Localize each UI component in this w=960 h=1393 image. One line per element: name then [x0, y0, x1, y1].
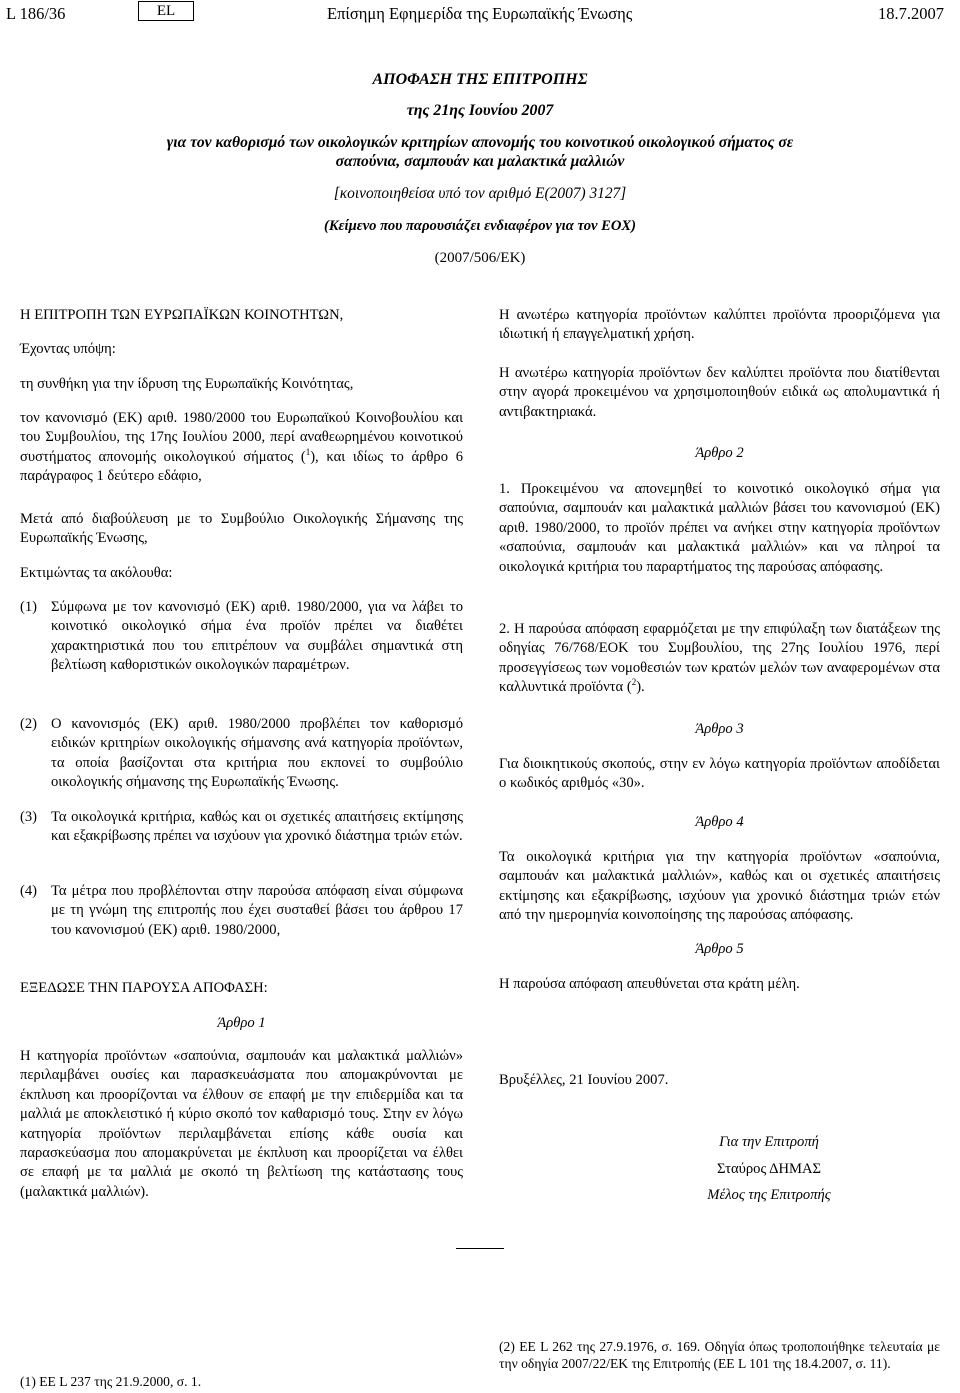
signature-for-commission: Για την Επιτροπή — [719, 1134, 819, 1150]
article-2-paragraph-1 — [499, 480, 940, 577]
article-5-text: Η παρούσα απόφαση απευθύνεται στα κράτη μέλη. — [499, 976, 800, 992]
article-1-exclusion — [499, 364, 940, 422]
signatory-role: Μέλος της Επιτροπής — [707, 1187, 831, 1203]
adoption-clause: ΕΞΕΔΩΣΕ ΤΗΝ ΠΑΡΟΥΣΑ ΑΠΟΦΑΣΗ: — [20, 980, 268, 996]
decision-number: (2007/506/ΕΚ) — [434, 250, 526, 266]
regulation-citation — [20, 409, 463, 487]
recital-text: Τα μέτρα που προβλέπονται στην παρούσα απόφαση είναι σύμφωνα με τη γνώμη της επιτροπής που έχει συσταθεί βάσει του άρθρου 17 του κανονισμού (ΕΚ) αριθ. 1980/2000, — [51, 883, 463, 938]
recital-number: (1) — [20, 599, 38, 615]
decision-subject-line1: για τον καθορισμό των οικολογικών κριτηρίων απονομής του κοινοτικού οικολογικού σήματος σε — [166, 134, 794, 151]
decision-date: της 21ης Ιουνίου 2007 — [406, 102, 554, 119]
regulation-citation-tail: ), και ιδίως το άρθρο 6 παράγραφος 1 δεύτερο εδάφιο, — [20, 448, 463, 485]
consultation-clause — [20, 510, 463, 549]
journal-title: Επίσημη Εφημερίδα της Ευρωπαϊκής Ένωσης — [327, 4, 633, 23]
recital-number: (4) — [20, 883, 38, 899]
signatory-name: Σταύρος ΔΗΜΑΣ — [716, 1161, 822, 1177]
article-3-body — [499, 755, 940, 794]
recital-4 — [20, 882, 463, 940]
consultation-text: Μετά από διαβούλευση με το Συμβούλιο Οικολογικής Σήμανσης της Ευρωπαϊκής Ένωσης, — [20, 511, 463, 547]
eea-relevance: (Κείμενο που παρουσιάζει ενδιαφέρον για τον ΕΟΧ) — [323, 218, 637, 234]
article-1-body — [20, 1047, 463, 1202]
recital-3 — [20, 808, 463, 847]
article-2-paragraph-2-tail: ). — [636, 679, 645, 696]
article-3-text: Για διοικητικούς σκοπούς, στην εν λόγω κατηγορία προϊόντων αποδίδεται ο κωδικός αριθμός «30». — [499, 756, 940, 792]
regulation-citation-body: τον κανονισμό (ΕΚ) αριθ. 1980/2000 του Ευρωπαϊκού Κοινοβουλίου και του Συμβουλίου, της 17ης Ιουλίου 2000, περί αναθεωρημένου κοινοτικού συστήματος απονομής οικολογικού σήματος ( — [20, 410, 463, 465]
article-4-body — [499, 848, 940, 926]
recital-text: Τα οικολογικά κριτήρια, καθώς και οι σχετικές απαιτήσεις εκτίμησης και εξακρίβωσης πρέπει να ισχύουν για χρονικό διάστημα τριών ετών. — [51, 809, 463, 845]
article-1-scope — [499, 306, 940, 345]
notification-reference: [κοινοποιηθείσα υπό τον αριθμό Ε(2007) 3127] — [333, 185, 627, 202]
regulation-citation-text — [20, 409, 463, 487]
decision-subject-line2: σαπούνια, σαμπουάν και μαλακτικά μαλλιών — [335, 153, 625, 170]
place-and-date: Βρυξέλλες, 21 Ιουνίου 2007. — [499, 1072, 669, 1088]
recital-1 — [20, 598, 463, 676]
article-2-paragraph-2-body: 2. Η παρούσα απόφαση εφαρμόζεται με την επιφύλαξη των διατάξεων της οδηγίας 76/768/ΕΟΚ του Συμβουλίου, της 27ης Ιουλίου 1976, περί προσεγγίσεως των νομοθεσιών των κρατών μελών των αναφερομένων στα καλλυντικά προϊόντα ( — [499, 621, 940, 696]
article-4-title: Άρθρο 4 — [695, 814, 744, 830]
whereas-heading: Εκτιμώντας τα ακόλουθα: — [20, 565, 173, 581]
footnote-separator — [456, 1248, 504, 1249]
having-regard: Έχοντας υπόψη: — [20, 341, 116, 357]
article-1-exclusion-text: Η ανωτέρω κατηγορία προϊόντων δεν καλύπτει προϊόντα που διατίθενται στην αγορά προκειμένου να χρησιμοποιηθούν ειδικά ως απολυμαντικά ή αντιβακτηριακά. — [499, 365, 940, 420]
footnote-2: (2) ΕΕ L 262 της 27.9.1976, σ. 169. Οδηγία όπως τροποποιήθηκε τελευταία με την οδηγία 2007/22/ΕΚ της Επιτροπής (ΕΕ L 101 της 18.4.2007, σ. 11). — [499, 1339, 940, 1371]
recital-2 — [20, 715, 463, 793]
recital-text: Ο κανονισμός (ΕΚ) αριθ. 1980/2000 προβλέπει τον καθορισμό ειδικών κριτηρίων οικολογικής σήμανσης ανά κατηγορία προϊόντων, τα οποία βασίζονται στα κριτήρια που εκπονεί το συμβούλιο οικολογικής σήμανσης της Ευρωπαϊκής Ένωσης. — [51, 716, 463, 791]
article-4-text: Τα οικολογικά κριτήρια για την κατηγορία προϊόντων «σαπούνια, σαμπουάν και μαλακτικά μαλλιών», καθώς και οι σχετικές απαιτήσεις εκτίμησης και εξακρίβωσης, ισχύουν για χρονικό διάστημα τριών ετών από την ημερομηνία κοινοποίησης της παρούσας απόφασης. — [499, 849, 940, 924]
recital-number: (2) — [20, 716, 38, 732]
publication-date: 18.7.2007 — [878, 4, 944, 23]
footnote-1: (1) ΕΕ L 237 της 21.9.2000, σ. 1. — [20, 1374, 202, 1389]
recital-text: Σύμφωνα με τον κανονισμό (ΕΚ) αριθ. 1980/2000, για να λάβει το κοινοτικό οικολογικό σήμα ένα προϊόν πρέπει να διαθέτει χαρακτηριστικά που του επιτρέπουν να συμβάλει σημαντικά στη βελτίωση καθοριστικών οικολογικών παραμέτρων. — [51, 599, 463, 674]
recital-number: (3) — [20, 809, 38, 825]
article-1-title: Άρθρο 1 — [217, 1015, 266, 1031]
footnote-ref-1: 1 — [305, 446, 311, 457]
language-badge: EL — [138, 1, 194, 21]
article-2-paragraph-2 — [499, 620, 940, 698]
page-reference: L 186/36 — [6, 4, 66, 23]
article-1-text: Η κατηγορία προϊόντων «σαπούνια, σαμπουάν και μαλακτικά μαλλιών» περιλαμβάνει ουσίες και παρασκευάσματα που απομακρύνονται με έκπλυση και προορίζονται να έλθουν σε επαφή με την επιδερμίδα και τα μαλλιά με αποκλειστικό ή κύριο σκοπό τον καθαρισμό τους. Στην εν λόγω κατηγορία προϊόντων περιλαμβάνεται επίσης κάθε ουσία και παρασκεύασμα που απομακρύνεται με έκπλυση και προορίζεται να έλθει σε επαφή με τα μαλλιά με σκοπό τη βελτίωση της κατάστασης τους (μαλακτικά μαλλιών). — [20, 1048, 463, 1200]
article-2-paragraph-1-text: 1. Προκειμένου να απονεμηθεί το κοινοτικό οικολογικό σήμα για σαπούνια, σαμπουάν και μαλακτικά μαλλιών βάσει του κανονισμού (ΕΚ) αριθ. 1980/2000, το προϊόν πρέπει να ανήκει στην κατηγορία προϊόντων «σαπούνια, σαμπουάν και μαλακτικά μαλλιών» και να πληροί τα οικολογικά κριτήρια του παραρτήματος της παρούσας απόφασης. — [499, 481, 940, 575]
treaty-citation: τη συνθήκη για την ίδρυση της Ευρωπαϊκής Κοινότητας, — [20, 376, 354, 392]
article-2-title: Άρθρο 2 — [695, 445, 744, 461]
article-5-title: Άρθρο 5 — [695, 941, 744, 957]
article-2-paragraph-2-text — [499, 620, 940, 698]
footnote-ref-2: 2 — [631, 677, 637, 688]
decision-heading: ΑΠΟΦΑΣΗ ΤΗΣ ΕΠΙΤΡΟΠΗΣ — [372, 71, 588, 88]
article-1-scope-text: Η ανωτέρω κατηγορία προϊόντων καλύπτει προϊόντα προοριζόμενα για ιδιωτική ή επαγγελματική χρήση. — [499, 307, 940, 343]
article-3-title: Άρθρο 3 — [695, 721, 744, 737]
commission-preamble: Η ΕΠΙΤΡΟΠΗ ΤΩΝ ΕΥΡΩΠΑΪΚΩΝ ΚΟΙΝΟΤΗΤΩΝ, — [20, 307, 344, 323]
